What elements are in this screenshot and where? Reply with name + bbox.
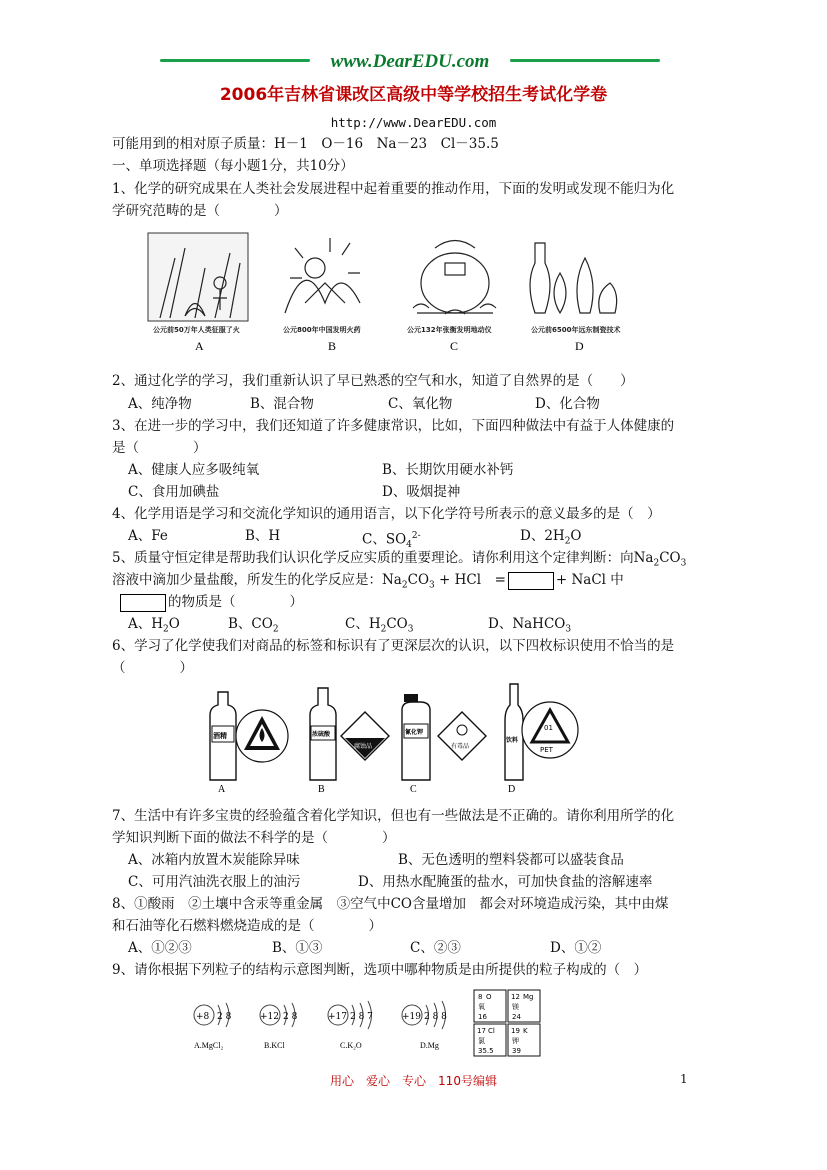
cell-o-sym: O <box>486 993 492 1001</box>
q5-b-sub: 2 <box>272 624 279 635</box>
q4-c-text: C、SO <box>362 531 407 548</box>
page-title: 2006年吉林省课改区高级中等学校招生考试化学卷 <box>219 85 608 105</box>
q5-line2-a: 溶液中滴加少量盐酸，所发生的化学反应是：Na <box>112 572 402 588</box>
q6-letter-c: C <box>410 784 417 795</box>
cell-mg-sym: Mg <box>523 993 534 1001</box>
q5-line1-mid: CO <box>659 550 681 566</box>
cell-k-num: 19 <box>511 1027 520 1035</box>
q9-shells-a: 2 8 <box>217 1012 232 1022</box>
q9-option-c[interactable]: C.K₂O <box>340 1041 362 1050</box>
q9-option-a[interactable]: A.MgCl₂ <box>194 1041 224 1050</box>
cell-o-num: 8 <box>478 993 483 1001</box>
q9-particle-a <box>194 1003 232 1050</box>
q4-d-sub: 2 <box>564 536 571 547</box>
cell-mg-name: 镁 <box>512 1003 519 1011</box>
q3-option-d[interactable]: D、吸烟提神 <box>382 484 461 500</box>
q6-letter-d: D <box>508 784 516 795</box>
q4-option-b[interactable]: B、H <box>245 528 281 544</box>
cell-k-name: 钾 <box>512 1037 519 1045</box>
q9-nucleus-a: +8 <box>196 1012 210 1022</box>
q9-shells-b: 2 8 <box>283 1012 298 1022</box>
atomic-masses: 可能用到的相对原子质量：H－1 O－16 Na－23 Cl－35.5 <box>112 136 499 152</box>
q5-c-sub2: 3 <box>407 624 414 635</box>
cell-cl-mass: 35.5 <box>478 1047 494 1055</box>
q6-label-d: 饮料 <box>506 737 519 744</box>
q9-nucleus-c: +17 <box>328 1012 347 1022</box>
q5-c-sub1: 2 <box>380 624 387 635</box>
q1-letter-d: D <box>575 339 584 353</box>
q5-line2-c: + HCl = <box>434 572 506 588</box>
q4-c-sup: 2- <box>411 531 421 541</box>
cell-mg-mass: 24 <box>512 1013 521 1021</box>
q5-line2-d: + NaCl 中 <box>555 572 624 588</box>
q5-a-sub: 2 <box>163 624 169 635</box>
q1-caption-a: 公元前50万年人类征服了火 <box>153 326 240 334</box>
q4-d-text: D、2H <box>520 528 565 544</box>
q5-line1-text: 5、质量守恒定律是帮助我们认识化学反应实质的重要理论。请你利用这个定律判断：向Na <box>112 550 654 566</box>
q1-letter-c: C <box>450 339 459 353</box>
q3-option-a[interactable]: A、健康人应多吸纯氧 <box>128 462 260 478</box>
q9-option-d[interactable]: D.Mg <box>420 1041 439 1050</box>
q1-figure <box>145 228 635 356</box>
q5-a-text: A、H <box>128 616 164 632</box>
q5-line3-text: 的物质是（ ） <box>168 594 303 610</box>
page-number: 1 <box>680 1072 688 1086</box>
q5-line2-sub2: 3 <box>429 580 435 591</box>
q4-stem: 4、化学用语是学习和交流化学知识的通用语言，以下化学符号所表示的意义最多的是（ ） <box>112 506 661 522</box>
q6-line1: 6、学习了化学使我们对商品的标签和标识有了更深层次的认识，以下四枚标识使用不恰当的是 <box>112 638 675 654</box>
q5-a-post: O <box>168 616 180 632</box>
q2-option-d[interactable]: D、化合物 <box>535 396 600 412</box>
q1-image-a <box>148 233 248 321</box>
q8-line2: 和石油等化石燃料燃烧造成的是（ ） <box>112 918 382 934</box>
q6-figure <box>200 680 580 795</box>
cell-k-mass: 39 <box>512 1047 521 1055</box>
q8-option-d[interactable]: D、①② <box>550 940 602 956</box>
q5-c-mid: CO <box>386 616 408 632</box>
cell-mg-num: 12 <box>511 993 520 1001</box>
q2-option-c[interactable]: C、氧化物 <box>388 396 453 412</box>
q6-letter-b: B <box>318 784 325 795</box>
q1-letter-b: B <box>328 339 337 353</box>
q8-option-a[interactable]: A、①②③ <box>128 940 192 956</box>
q3-option-b[interactable]: B、长期饮用硬水补钙 <box>382 462 514 478</box>
q5-c-text: C、H <box>345 616 381 632</box>
q1-image-c <box>413 241 496 315</box>
q3-line2: 是（ ） <box>112 440 207 456</box>
section-heading: 一、单项选择题（每小题1分，共10分） <box>112 158 354 174</box>
q5-line2-b: CO <box>407 572 430 588</box>
q9-shells-c: 2 8 7 <box>350 1012 373 1022</box>
q7-option-d[interactable]: D、用热水配腌蛋的盐水，可加快食盐的溶解速率 <box>358 874 653 890</box>
q1-caption-c: 公元132年张衡发明地动仪 <box>407 326 492 334</box>
q6-label-c: 氰化钾 <box>405 729 424 736</box>
q5-blank-box[interactable] <box>508 572 554 590</box>
q1-image-d <box>530 243 617 313</box>
q9-stem: 9、请你根据下列粒子的结构示意图判断，选项中哪种物质是由所提供的粒子构成的（ ） <box>112 962 648 978</box>
q9-nucleus-d: +19 <box>402 1012 421 1022</box>
banner-text: www.DearEDU.com <box>330 51 490 72</box>
q1-caption-d: 公元前6500年远东制瓷技术 <box>531 326 621 334</box>
q5-d-sub: 3 <box>565 624 572 635</box>
q5-d-text: D、NaHCO <box>488 616 566 632</box>
q3-option-c[interactable]: C、食用加碘盐 <box>128 484 220 500</box>
q6-line2: （ ） <box>112 660 193 676</box>
cell-o-name: 氧 <box>478 1003 485 1011</box>
q7-option-a[interactable]: A、冰箱内放置木炭能除异味 <box>128 852 300 868</box>
q3-line1: 3、在进一步的学习中，我们还知道了许多健康常识，比如，下面四种做法中有益于人体健康的 <box>112 418 675 434</box>
cell-cl-num: 17 <box>477 1027 486 1035</box>
cell-cl-sym: Cl <box>488 1027 495 1035</box>
q8-line1: 8、①酸雨 ②土壤中含汞等重金属 ③空气中CO含量增加 都会对环境造成污染，其中由煤 <box>112 896 669 912</box>
q4-c-sub: 4 <box>406 540 412 551</box>
q5-line1-sub1: 2 <box>653 558 660 569</box>
q9-particle-b <box>260 1003 298 1050</box>
q6-letter-a: A <box>218 784 226 795</box>
q9-nucleus-b: +12 <box>260 1012 279 1022</box>
q6-sign-c: 有毒品 <box>451 743 470 750</box>
q5-line3 <box>118 591 303 613</box>
q6-sign-b: 腐蚀品 <box>354 743 373 750</box>
q8-option-b[interactable]: B、①③ <box>272 940 323 956</box>
q9-figure <box>190 988 550 1058</box>
q6-label-b: 浓硫酸 <box>312 731 331 738</box>
q9-periodic-cells <box>474 990 540 1056</box>
q6-sign-d-pet: PET <box>540 746 553 754</box>
q8-option-c[interactable]: C、②③ <box>410 940 461 956</box>
q6-bottle-c <box>402 694 486 795</box>
source-url[interactable]: http://www.DearEDU.com <box>330 115 497 130</box>
q7-line1: 7、生活中有许多宝贵的经验蕴含着化学知识，但也有一些做法是不正确的。请你利用所学的化 <box>112 808 675 824</box>
q1-line2: 学研究范畴的是（ ） <box>112 203 288 219</box>
q6-sign-d-code: 01 <box>544 724 553 732</box>
q7-option-b[interactable]: B、无色透明的塑料袋都可以盛装食品 <box>398 852 624 868</box>
cell-o-mass: 16 <box>478 1013 487 1021</box>
site-banner <box>150 50 670 80</box>
q6-bottle-b <box>310 688 389 795</box>
q2-option-b[interactable]: B、混合物 <box>250 396 314 412</box>
q6-bottle-a <box>210 692 288 795</box>
page-footer: 用心 爱心 专心 110号编辑 <box>330 1074 497 1088</box>
q9-particle-d <box>402 1001 447 1050</box>
cell-cl-name: 氯 <box>478 1037 485 1045</box>
q4-d-post: O <box>570 528 582 544</box>
q5-line2-sub1: 2 <box>401 580 408 591</box>
q5-line1-sub2: 3 <box>680 558 687 569</box>
q6-bottle-d <box>505 684 578 795</box>
q9-shells-d: 2 8 8 <box>424 1012 447 1022</box>
q9-particle-c <box>328 1001 373 1050</box>
q6-label-a: 酒精 <box>213 732 227 740</box>
q1-line1: 1、化学的研究成果在人类社会发展进程中起着重要的推动作用，下面的发明或发现不能归为化 <box>112 181 675 197</box>
q7-line2: 学知识判断下面的做法不科学的是（ ） <box>112 830 396 846</box>
q2-stem: 2、通过化学的学习，我们重新认识了早已熟悉的空气和水，知道了自然界的是（ ） <box>112 373 634 389</box>
q5-blank-box-2[interactable] <box>120 594 166 612</box>
q2-option-a[interactable]: A、纯净物 <box>128 396 192 412</box>
q1-caption-b: 公元800年中国发明火药 <box>283 326 361 334</box>
q1-letter-a: A <box>195 339 204 353</box>
cell-k-sym: K <box>523 1027 528 1035</box>
q5-b-text: B、CO <box>228 616 273 632</box>
q1-image-b <box>285 238 360 313</box>
q9-option-b[interactable]: B.KCl <box>264 1041 285 1050</box>
q4-option-a[interactable]: A、Fe <box>128 528 168 544</box>
q7-option-c[interactable]: C、可用汽油洗衣服上的油污 <box>128 874 301 890</box>
